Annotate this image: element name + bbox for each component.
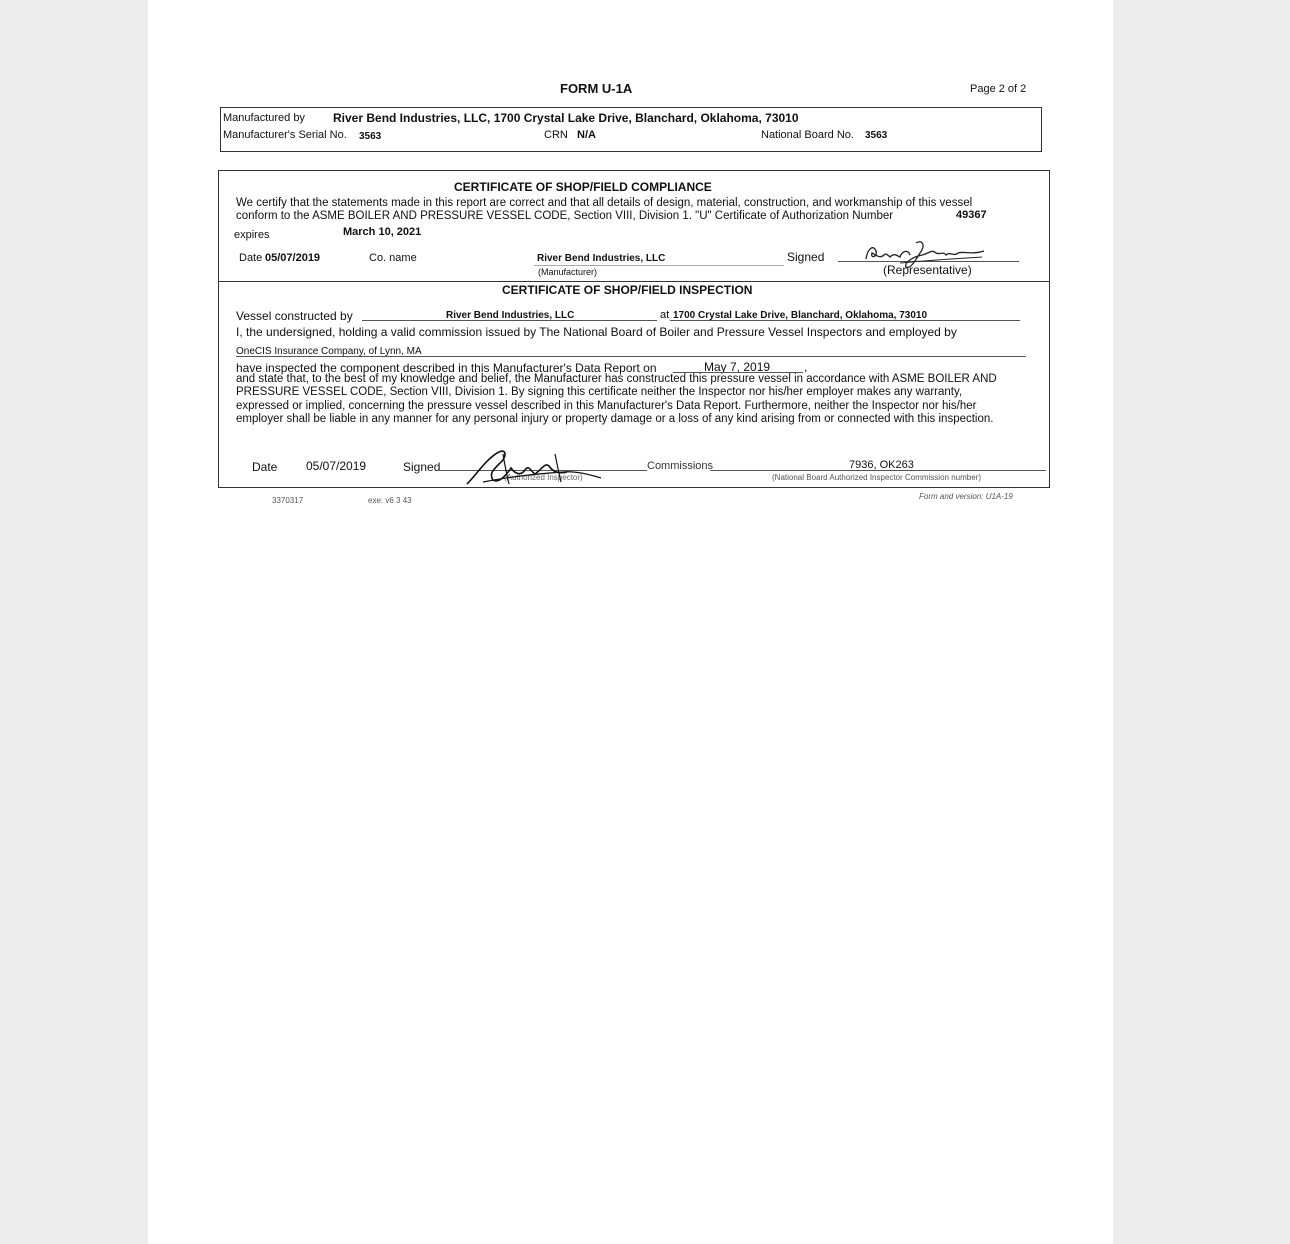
footer-left-code: 3370317 [272, 496, 304, 505]
compliance-text-line2: conform to the ASME BOILER AND PRESSURE VESSEL CODE, Section VIII, Division 1. "U" Certificate of Authorization Number [236, 210, 894, 222]
footer-form-version: Form and version: U1A-19 [919, 492, 1013, 501]
co-name-line [534, 265, 784, 266]
document-page [148, 0, 1113, 1244]
co-name-label: Co. name [369, 252, 417, 264]
crn-label: CRN [544, 129, 568, 141]
page-number: Page 2 of 2 [970, 83, 1027, 95]
inspection-heading: CERTIFICATE OF SHOP/FIELD INSPECTION [502, 283, 753, 297]
expires-value: March 10, 2021 [343, 226, 422, 238]
inspection-date-label: Date [252, 460, 278, 474]
serial-value: 3563 [359, 131, 382, 142]
commissions-value: 7936, OK263 [849, 459, 914, 471]
manufactured-by-value: River Bend Industries, LLC, 1700 Crystal Lake Drive, Blanchard, Oklahoma, 73010 [333, 111, 799, 125]
manufactured-by-label: Manufactured by [223, 112, 305, 124]
national-board-label: National Board No. [761, 129, 854, 141]
inspector-signature-icon [463, 444, 613, 488]
compliance-heading: CERTIFICATE OF SHOP/FIELD COMPLIANCE [454, 180, 712, 194]
employer-line [236, 356, 1026, 357]
serial-label: Manufacturer's Serial No. [223, 129, 347, 141]
compliance-date-label: Date [239, 252, 263, 264]
co-name-value: River Bend Industries, LLC [537, 253, 666, 264]
inspected-text: have inspected the component described in this Manufacturer's Data Report on [236, 361, 657, 375]
representative-caption: (Representative) [883, 263, 972, 277]
crn-value: N/A [577, 129, 596, 141]
constructed-by-value: River Bend Industries, LLC [446, 310, 575, 321]
expires-label: expires [234, 229, 270, 241]
co-name-caption: (Manufacturer) [538, 267, 598, 277]
inspection-signed-label: Signed [403, 460, 441, 474]
national-board-value: 3563 [865, 130, 888, 141]
form-title: FORM U-1A [560, 81, 633, 96]
commissions-label: Commissions [647, 460, 714, 472]
section-divider [218, 281, 1050, 282]
undersigned-text: I, the undersigned, holding a valid commission issued by The National Board of Boiler and Pressure Vessel Inspectors and employed by [236, 325, 957, 339]
compliance-text-line1: We certify that the statements made in this report are correct and that all details of design, material, construction, and workmanship of this vessel [236, 197, 973, 209]
employer-value: OneCIS Insurance Company, of Lynn, MA [236, 346, 422, 357]
inspection-statement: and state that, to the best of my knowledge and belief, the Manufacturer has constructed this pressure vessel in accordance with ASME BOILER AND PRESSURE VESSEL CODE, Section VIII, Division 1. By signing this certificate neither the Inspector nor his/her employer makes any warranty, expressed or implied, concerning the pressure vessel described in this Manufacturer's Data Report. Furthermore, neither the Inspector nor his/her employer shall be liable in any manner for any personal injury or property damage or a loss of any kind arising from or connected with this inspection. [236, 373, 997, 425]
constructed-by-label: Vessel constructed by [236, 309, 353, 323]
compliance-signed-label: Signed [787, 250, 825, 264]
at-label: at [660, 309, 670, 321]
inspected-date: May 7, 2019 [704, 360, 771, 374]
footer-exe-version: exe: v6 3 43 [368, 496, 412, 505]
inspection-date-value: 05/07/2019 [306, 459, 367, 473]
authorization-number: 49367 [956, 209, 987, 221]
inspected-date-punct: , [804, 360, 808, 374]
commissions-caption: (National Board Authorized Inspector Commission number) [772, 473, 981, 482]
inspector-caption: (Authorized Inspector) [504, 473, 583, 482]
compliance-date-value: 05/07/2019 [265, 252, 321, 264]
at-value: 1700 Crystal Lake Drive, Blanchard, Oklahoma, 73010 [673, 310, 928, 321]
